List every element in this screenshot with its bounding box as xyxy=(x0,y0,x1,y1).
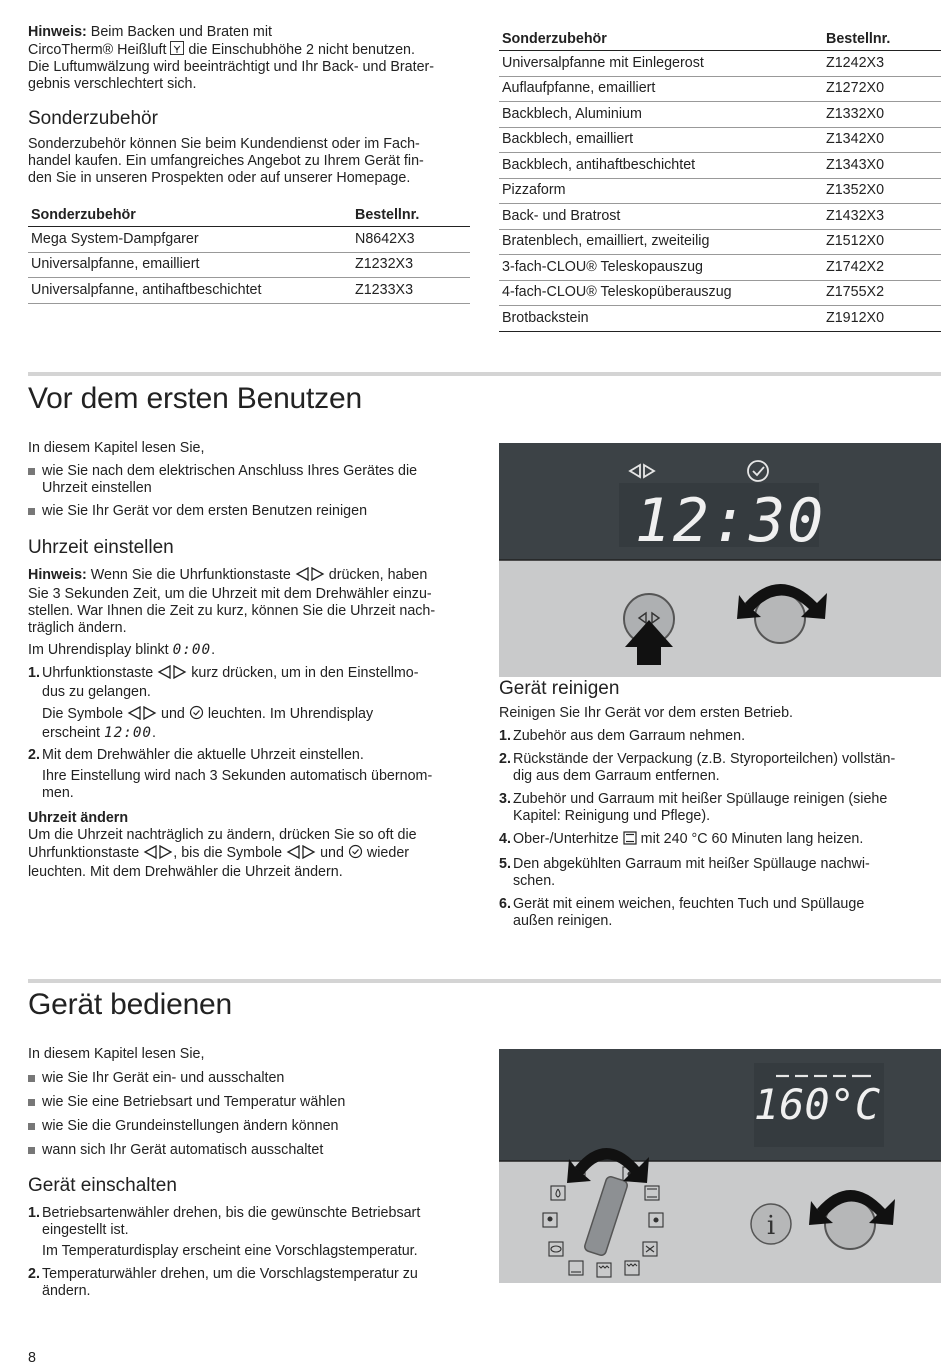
list-item xyxy=(28,1070,478,1087)
clean-step xyxy=(499,728,941,745)
step-text: Mit dem Drehwähler die aktuelle Uhrzeit einstellen. xyxy=(42,747,364,763)
table-row xyxy=(499,51,941,77)
step-2 xyxy=(28,1266,478,1300)
table-cell: Backblech, antihaftbeschichtet xyxy=(502,156,696,173)
table-cell: Auflaufpfanne, emailliert xyxy=(502,80,656,97)
hint-text: CircoTherm® Heißluft xyxy=(28,42,167,58)
step-number: 5. xyxy=(499,856,511,872)
table-cell: Backblech, Aluminium xyxy=(502,105,642,122)
step-text: ändern. xyxy=(42,1283,91,1299)
clean-step xyxy=(499,751,941,785)
step-1 xyxy=(28,1205,478,1260)
temperature-display: 160°C xyxy=(753,1080,881,1129)
info-button xyxy=(751,1204,791,1244)
section-divider xyxy=(28,979,941,983)
blink-text: Im Uhrendisplay blinkt xyxy=(28,642,169,658)
step-text: schen. xyxy=(513,873,556,889)
table-row xyxy=(28,252,470,278)
list-item-text: wann sich Ihr Gerät automatisch ausschaltet xyxy=(42,1142,324,1158)
table-cell: Z1342X0 xyxy=(826,131,885,148)
blink-value: 0:00 xyxy=(172,642,212,658)
section-divider xyxy=(28,372,941,376)
step-text: dus zu gelangen. xyxy=(42,684,151,700)
step-number: 2. xyxy=(28,1266,40,1282)
clean-heading: Gerät reinigen xyxy=(499,678,620,699)
step-text: Den abgekühlten Garraum mit heißer Spüllauge nachwi- xyxy=(513,856,870,872)
table-cell: Z1755X2 xyxy=(826,284,885,301)
step-text: Temperaturwähler drehen, um die Vorschlagstemperatur zu xyxy=(42,1266,418,1282)
intro-line: den Sie in unseren Prospekten oder auf unserer Homepage. xyxy=(28,170,411,186)
list-item-text: wie Sie Ihr Gerät vor dem ersten Benutzen reinigen xyxy=(42,503,368,519)
display-value: 12:00 xyxy=(104,725,153,741)
step-text: Im Temperaturdisplay erscheint eine Vorschlagstemperatur. xyxy=(42,1243,418,1259)
table-row xyxy=(499,178,941,204)
hint-label: Hinweis: xyxy=(28,24,87,40)
top-bottom-heat-icon xyxy=(623,831,637,850)
table-row xyxy=(499,76,941,102)
table-cell: Z1332X0 xyxy=(826,105,885,122)
table-row xyxy=(499,127,941,153)
column-header: Sonderzubehör xyxy=(502,30,607,47)
clock-hint: Hinweis: Wenn Sie die Uhrfunktionstaste drücken, haben Sie 3 Sekunden Zeit, um die Uhrzeit mit dem Drehwähler einzu- stellen. War Ihnen die Zeit zu kurz, können Sie die Uhrzeit nach- träglich ändern. Im Uhrendisplay blinkt 0:00. 1. Uhrfunktionstaste kurz drücken, um in den Einstellmo- dus zu gelangen. Die Symbole und leuchten. Im Uhrendisplay erscheint 12:00. 2. Mit dem Drehwähler die aktuelle Uhrzeit einstellen. Ihre Einstellung wird nach 3 Sekunden automatisch übernom- men. Uhrzeit ändern Um die Uhrzeit nachträglich zu ändern, drücken Sie so oft die Uhrfunktionstaste , bis die Symbole und wieder leuchten. Mit dem Drehwähler die Uhrzeit ändern. xyxy=(28,567,478,881)
step-text: Kapitel: Reinigung und Pflege). xyxy=(513,808,711,824)
accessories-intro xyxy=(28,136,478,187)
hint-label: Hinweis: xyxy=(28,567,87,583)
clock-function-icon xyxy=(143,845,173,864)
step-2 xyxy=(28,747,478,802)
table-cell: 3-fach-CLOU® Teleskopauszug xyxy=(502,258,703,275)
change-text: und xyxy=(320,845,344,861)
step-number: 1. xyxy=(28,1205,40,1221)
table-cell: Z1232X3 xyxy=(355,256,414,273)
table-cell: Universalpfanne, emailliert xyxy=(31,256,200,273)
hint-block xyxy=(28,24,478,93)
table-row xyxy=(499,229,941,255)
step-text: men. xyxy=(42,785,74,801)
table-cell: Z1352X0 xyxy=(826,182,885,199)
step-text: und xyxy=(161,706,185,722)
table-row xyxy=(28,278,470,304)
table-cell: Backblech, emailliert xyxy=(502,131,634,148)
step-number: 2. xyxy=(499,751,511,767)
accessories-table-left xyxy=(28,204,470,304)
step-text: eingestellt ist. xyxy=(42,1222,129,1238)
section-title-first-use: Vor dem ersten Benutzen xyxy=(28,382,362,415)
info-icon: i xyxy=(766,1211,776,1241)
clock-display: 12:30 xyxy=(634,486,826,556)
step-text: Gerät mit einem weichen, feuchten Tuch und Spüllauge xyxy=(513,896,865,912)
table-row xyxy=(499,153,941,179)
step-text: dig aus dem Garraum entfernen. xyxy=(513,768,720,784)
section-title-operate: Gerät bedienen xyxy=(28,988,233,1021)
step-text: erscheint xyxy=(42,725,101,741)
hint-text: drücken, haben xyxy=(328,567,428,583)
list-item xyxy=(28,1142,478,1159)
step-number: 1. xyxy=(499,728,511,744)
step-number: 2. xyxy=(28,747,40,763)
clock-icon xyxy=(348,844,363,864)
hint-text: die Einschubhöhe 2 nicht benutzen. xyxy=(188,42,415,58)
change-text: leuchten. Mit dem Drehwähler die Uhrzeit ändern. xyxy=(28,864,343,880)
clean-step xyxy=(499,831,941,850)
step-number: 1. xyxy=(28,665,40,681)
step-text: Betriebsartenwähler drehen, bis die gewünschte Betriebsart xyxy=(42,1205,421,1221)
list-item-text: wie Sie nach dem elektrischen Anschluss Ihres Gerätes die xyxy=(42,463,418,479)
column-header: Bestellnr. xyxy=(826,30,891,47)
table-cell: Z1242X3 xyxy=(826,54,885,71)
table-cell: Z1912X0 xyxy=(826,309,885,326)
intro-line: handel kaufen. Ein umfangreiches Angebot zu Ihrem Gerät fin- xyxy=(28,153,424,169)
table-cell: Pizzaform xyxy=(502,182,566,199)
chapter-intro: In diesem Kapitel lesen Sie, xyxy=(28,1046,205,1062)
intro-line: Sonderzubehör können Sie beim Kundendienst oder im Fach- xyxy=(28,136,420,152)
change-text: Um die Uhrzeit nachträglich zu ändern, drücken Sie so oft die xyxy=(28,827,417,843)
list-item-text: Uhrzeit einstellen xyxy=(42,480,152,496)
control-panel-illustration xyxy=(499,1049,941,1283)
table-header xyxy=(28,204,470,227)
first-use-left-column xyxy=(28,440,478,526)
table-row xyxy=(28,227,470,253)
table-cell: Z1272X0 xyxy=(826,80,885,97)
clean-step xyxy=(499,856,941,890)
step-number: 3. xyxy=(499,791,511,807)
table-cell: 4-fach-CLOU® Teleskopüberauszug xyxy=(502,284,732,301)
table-cell: Universalpfanne mit Einlegerost xyxy=(502,54,704,71)
table-cell: Z1343X0 xyxy=(826,156,885,173)
step-text: leuchten. Im Uhrendisplay xyxy=(207,706,374,722)
step-text: kurz drücken, um in den Einstellmo- xyxy=(191,665,419,681)
step-text: Zubehör aus dem Garraum nehmen. xyxy=(513,728,746,744)
hint-text: Die Luftumwälzung wird beeinträchtigt und Ihr Back- und Brater- xyxy=(28,59,435,75)
table-cell: N8642X3 xyxy=(355,230,415,247)
hot-air-icon xyxy=(170,41,184,55)
step-number: 6. xyxy=(499,896,511,912)
list-item xyxy=(28,503,478,520)
step-text: außen reinigen. xyxy=(513,913,613,929)
table-row xyxy=(499,280,941,306)
table-row xyxy=(499,255,941,281)
clean-block xyxy=(499,705,941,930)
list-item-text: wie Sie Ihr Gerät ein- und ausschalten xyxy=(42,1070,285,1086)
change-text: , bis die Symbole xyxy=(173,845,283,861)
change-text: Uhrfunktionstaste xyxy=(28,845,140,861)
column-header: Bestellnr. xyxy=(355,206,420,223)
change-text: wieder xyxy=(366,845,410,861)
hint-text: gebnis verschlechtert sich. xyxy=(28,76,197,92)
clock-function-icon xyxy=(127,706,157,725)
hint-text: träglich ändern. xyxy=(28,620,127,636)
table-cell: Z1233X3 xyxy=(355,281,414,298)
clean-intro: Reinigen Sie Ihr Gerät vor dem ersten Betrieb. xyxy=(499,705,794,721)
step-text: Uhrfunktionstaste xyxy=(42,665,154,681)
step-text: Ihre Einstellung wird nach 3 Sekunden automatisch übernom- xyxy=(42,768,433,784)
clock-function-icon xyxy=(286,845,316,864)
table-row xyxy=(499,204,941,230)
accessories-heading: Sonderzubehör xyxy=(28,108,158,129)
hint-text: Wenn Sie die Uhrfunktionstaste xyxy=(90,567,291,583)
table-cell: Z1512X0 xyxy=(826,233,885,250)
list-item xyxy=(28,463,478,497)
step-text: Zubehör und Garraum mit heißer Spüllauge reinigen (siehe xyxy=(513,791,888,807)
table-cell: Brotbackstein xyxy=(502,309,589,326)
table-row xyxy=(499,306,941,332)
chapter-intro: In diesem Kapitel lesen Sie, xyxy=(28,440,205,456)
list-item xyxy=(28,1094,478,1111)
hint-text: stellen. War Ihnen die Zeit zu kurz, können Sie die Uhrzeit nach- xyxy=(28,603,436,619)
table-cell: Mega System-Dampfgarer xyxy=(31,230,199,247)
list-item-text: wie Sie eine Betriebsart und Temperatur wählen xyxy=(42,1094,346,1110)
clean-step xyxy=(499,791,941,825)
table-header xyxy=(499,28,941,51)
step-text: mit 240 °C 60 Minuten lang heizen. xyxy=(640,831,864,847)
table-cell: Back- und Bratrost xyxy=(502,207,621,224)
list-item xyxy=(28,1118,478,1135)
step-text: Die Symbole xyxy=(42,706,124,722)
clock-heading: Uhrzeit einstellen xyxy=(28,537,174,558)
list-item-text: wie Sie die Grundeinstellungen ändern können xyxy=(42,1118,339,1134)
clock-panel-illustration xyxy=(499,443,941,677)
operate-left-column xyxy=(28,1046,478,1165)
step-text: Ober-/Unterhitze xyxy=(513,831,619,847)
table-cell: Bratenblech, emailliert, zweiteilig xyxy=(502,233,710,250)
table-row xyxy=(499,102,941,128)
clean-step xyxy=(499,896,941,930)
clock-icon xyxy=(189,705,204,725)
step-text: Rückstände der Verpackung (z.B. Styroporteilchen) vollstän- xyxy=(513,751,896,767)
table-cell: Z1432X3 xyxy=(826,207,885,224)
switch-on-steps xyxy=(28,1205,478,1300)
switch-on-heading: Gerät einschalten xyxy=(28,1175,177,1196)
step-number: 4. xyxy=(499,831,511,847)
clock-function-icon xyxy=(295,567,325,586)
hint-text: Beim Backen und Braten mit xyxy=(90,24,272,40)
hint-text: Sie 3 Sekunden Zeit, um die Uhrzeit mit dem Drehwähler einzu- xyxy=(28,586,432,602)
accessories-table-right xyxy=(499,28,941,332)
table-cell: Universalpfanne, antihaftbeschichtet xyxy=(31,281,262,298)
step-1: 1. Uhrfunktionstaste kurz drücken, um in den Einstellmo- dus zu gelangen. Die Symbole und leuchten. Im Uhrendisplay erscheint 12:00. xyxy=(28,665,478,742)
table-cell: Z1742X2 xyxy=(826,258,885,275)
column-header: Sonderzubehör xyxy=(31,206,136,223)
page-number: 8 xyxy=(28,1350,36,1366)
change-clock-heading: Uhrzeit ändern xyxy=(28,810,129,826)
clock-function-icon xyxy=(157,665,187,684)
